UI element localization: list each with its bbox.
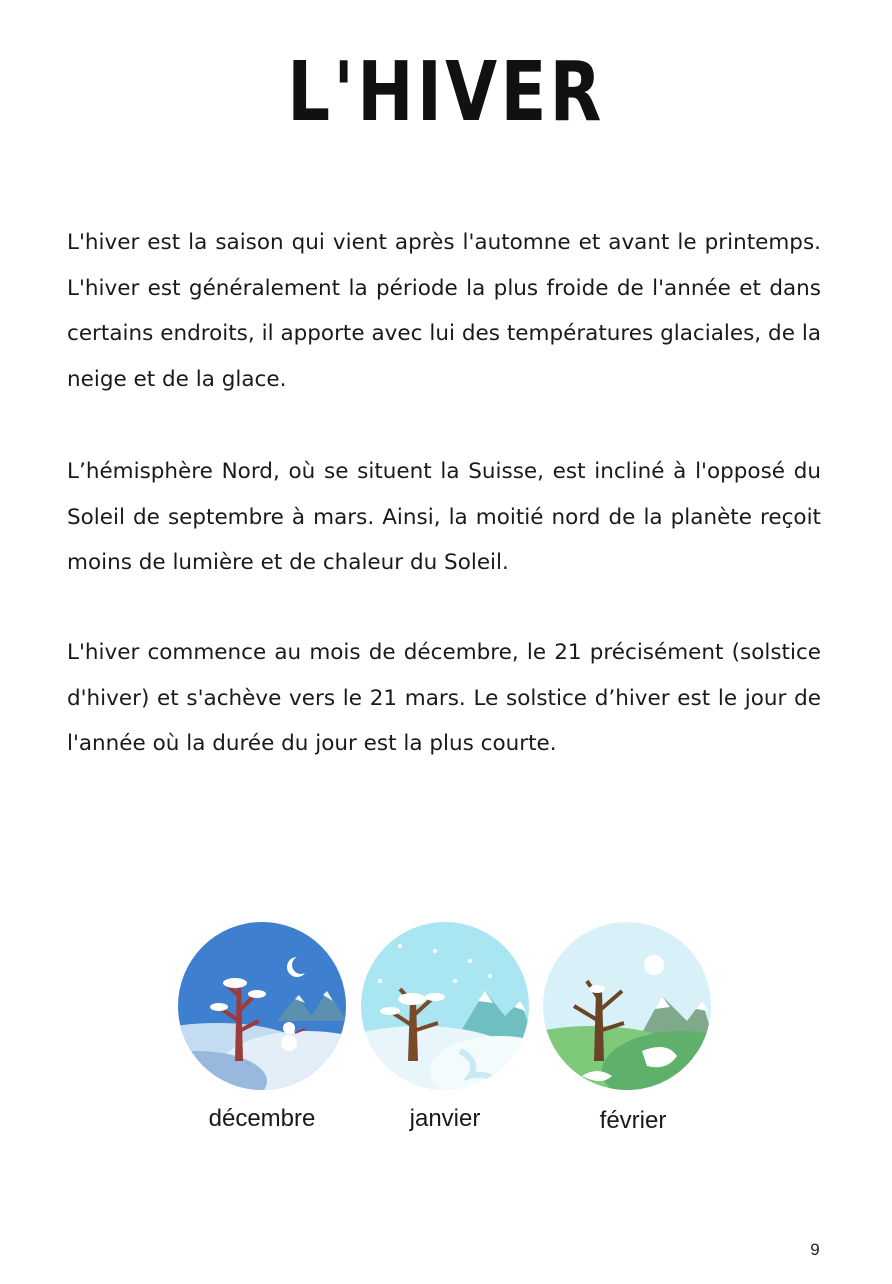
page-title: L'HIVER	[287, 45, 605, 140]
paragraph-solstice: L'hiver commence au mois de décembre, le 21 précisément (solstice d'hiver) et s'achève vers le 21 mars. Le solstice d’hiver est le jour de l'année où la durée du jour est la plus courte.	[67, 640, 821, 757]
december-night-illustration	[177, 921, 347, 1091]
january-snow-illustration	[360, 921, 530, 1091]
paragraph-intro: L'hiver est la saison qui vient après l'automne et avant le printemps. L'hiver est généralement la période la plus froide de l'année et dans certains endroits, il apporte avec lui des températures glaciales, de la neige et de la glace.	[67, 230, 821, 393]
page-number: 9	[810, 1240, 820, 1259]
month-label-december: décembre	[208, 1105, 316, 1132]
month-label-january: janvier	[409, 1105, 481, 1132]
paragraph-hemisphere: L’hémisphère Nord, où se situent la Suisse, est incliné à l'opposé du Soleil de septembre à mars. Ainsi, la moitié nord de la planète reçoit moins de lumière et de chaleur du Soleil.	[67, 459, 821, 576]
month-label-february: février	[599, 1107, 667, 1134]
february-thaw-illustration	[542, 921, 712, 1091]
